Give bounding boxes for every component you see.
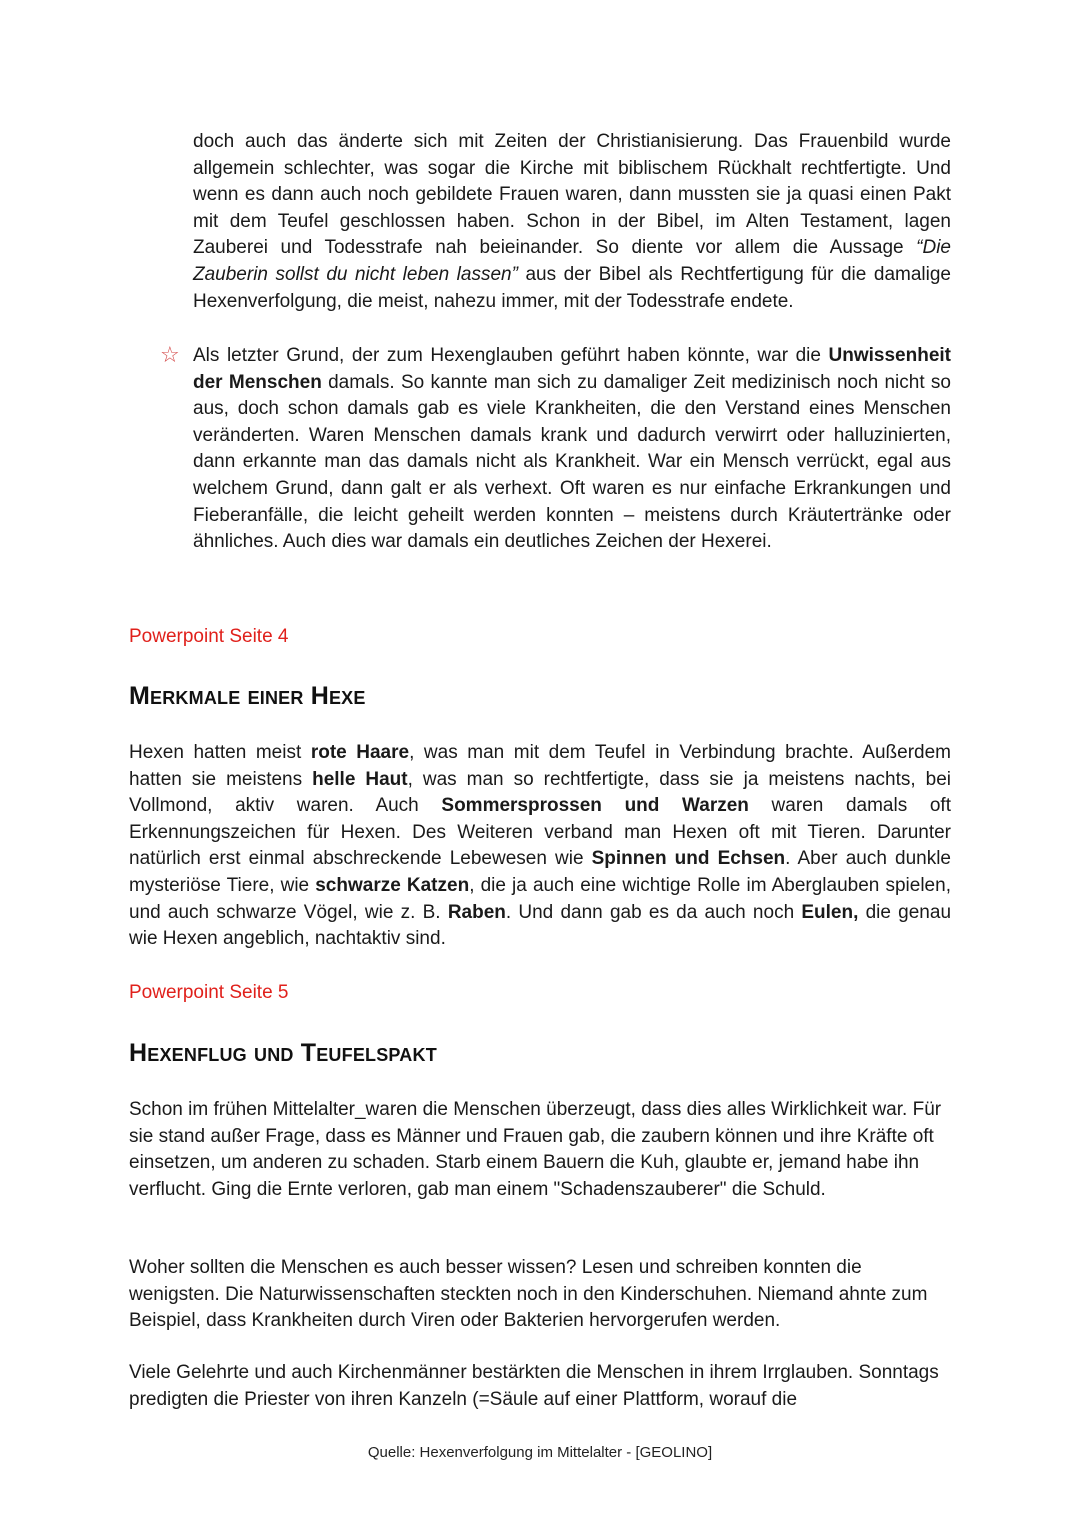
text-span: Hexen hatten meist: [129, 742, 311, 763]
text-span: damals. So kannte man sich zu damaliger Zeit medizinisch noch nicht so aus, doch schon damals gab es viele Krankheiten, die den Verstand eines Menschen veränderten. Waren Menschen damals krank und dadurch verwirrt oder halluzinierten, dann erkannte man das damals nicht als Krankheit. War ein Mensch verrückt, egal aus welchem Grund, dann galt er als verhext. Oft waren es nur einfache Erkrankungen und Fieberanfälle, die leicht geheilt werden konnten – meistens durch Kräutertränke oder ähnliches. Auch dies war damals ein deutliches Zeichen der Hexerei.: [193, 371, 951, 553]
section-heading-hexenflug: Hexenflug und Teufelspakt: [129, 1039, 437, 1067]
text-span: doch auch das änderte sich mit Zeiten der Christianisierung. Das Frauenbild wurde allgemein schlechter, was sogar die Kirche mit biblischem Rückhalt rechtfertigte. Und wenn es dann auch noch gebildete Frauen waren, dann mussten sie ja quasi einen Pakt mit dem Teufel geschlossen haben. Schon in der Bibel, im Alten Testament, lagen Zauberei und Todesstrafe nah beieinander. So diente vor allem die Aussage: [193, 131, 951, 259]
paragraph-unwissenheit: [193, 343, 951, 556]
paragraph-hexenflug-2: Woher sollten die Menschen es auch besser wissen? Lesen und schreiben konnten die wenigsten. Die Naturwissenschaften steckten noch in den Kinderschuhen. Niemand ahnte zum Beispiel, dass Krankheiten durch Viren oder Bakterien hervorgerufen werden.: [129, 1257, 928, 1332]
powerpoint-page-label: Powerpoint Seite 4: [129, 626, 289, 647]
powerpoint-page-label: Powerpoint Seite 5: [129, 982, 289, 1003]
text-span: , was man mit dem Teufel in Verbindung brachte. Außerdem hatten sie meistens: [129, 742, 951, 790]
text-span: . Aber auch dunkle mysteriöse Tiere, wie: [129, 848, 952, 896]
text-span: , die ja auch eine wichtige Rolle im Aberglauben spielen, und auch schwarze Vögel, wie z. B.: [129, 874, 951, 923]
text-span: , was man so rechtfertigte, dass sie ja meistens nachts, bei Vollmond, aktiv waren. Auch: [129, 768, 951, 817]
bold-term: helle Haut: [312, 768, 408, 790]
bold-term: Eulen,: [801, 901, 859, 923]
text-span: die genau wie Hexen angeblich, nachtaktiv sind.: [129, 901, 952, 950]
bold-term: Sommersprossen und Warzen: [441, 795, 749, 817]
text-span: Als letzter Grund, der zum Hexenglauben geführt haben könnte, war die: [193, 345, 829, 366]
bold-term: Unwissenheit der Menschen: [193, 345, 951, 393]
bold-term: schwarze Katzen: [315, 874, 470, 896]
star-outline-icon: ☆: [160, 343, 180, 368]
paragraph-christianisierung: [193, 129, 951, 315]
text-span: aus der Bibel als Rechtfertigung für die damalige Hexenverfolgung, die meist, nahezu immer, mit der Todesstrafe endete.: [193, 263, 951, 312]
text-span: waren damals oft Erkennungszeichen für Hexen. Des Weiteren verband man Hexen oft mit Tieren. Darunter natürlich erst einmal abschreckende Lebewesen wie: [129, 795, 951, 870]
bible-quote: “Die Zauberin sollst du nicht leben lassen”: [193, 237, 951, 285]
footer-source: Quelle: Hexenverfolgung im Mittelalter - [GEOLINO]: [367, 1444, 713, 1461]
section-heading-merkmale: Merkmale einer Hexe: [129, 682, 366, 710]
bold-term: rote Haare: [310, 742, 410, 763]
bold-term: Raben: [447, 901, 506, 923]
text-span: . Und dann gab es da auch noch: [505, 901, 802, 923]
bold-term: Spinnen und Echsen: [591, 848, 786, 870]
paragraph-hexenflug-1: Schon im frühen Mittelalter_waren die Menschen überzeugt, dass dies alles Wirklichkeit war. Für sie stand außer Frage, dass es Männer und Frauen gab, die zaubern können und ihre Kräfte oft einsetzen, um anderen zu schaden. Starb einem Bauern die Kuh, glaubte er, jemand habe ihn verflucht. Ging die Ernte verloren, gab man einem "Schadenszauberer" die Schuld.: [129, 1099, 942, 1200]
paragraph-merkmale: [129, 740, 951, 953]
paragraph-hexenflug-3: Viele Gelehrte und auch Kirchenmänner bestärkten die Menschen in ihrem Irrglauben. Sonntags predigten die Priester von ihren Kanzeln (=Säule auf einer Plattform, worauf die: [129, 1362, 939, 1410]
